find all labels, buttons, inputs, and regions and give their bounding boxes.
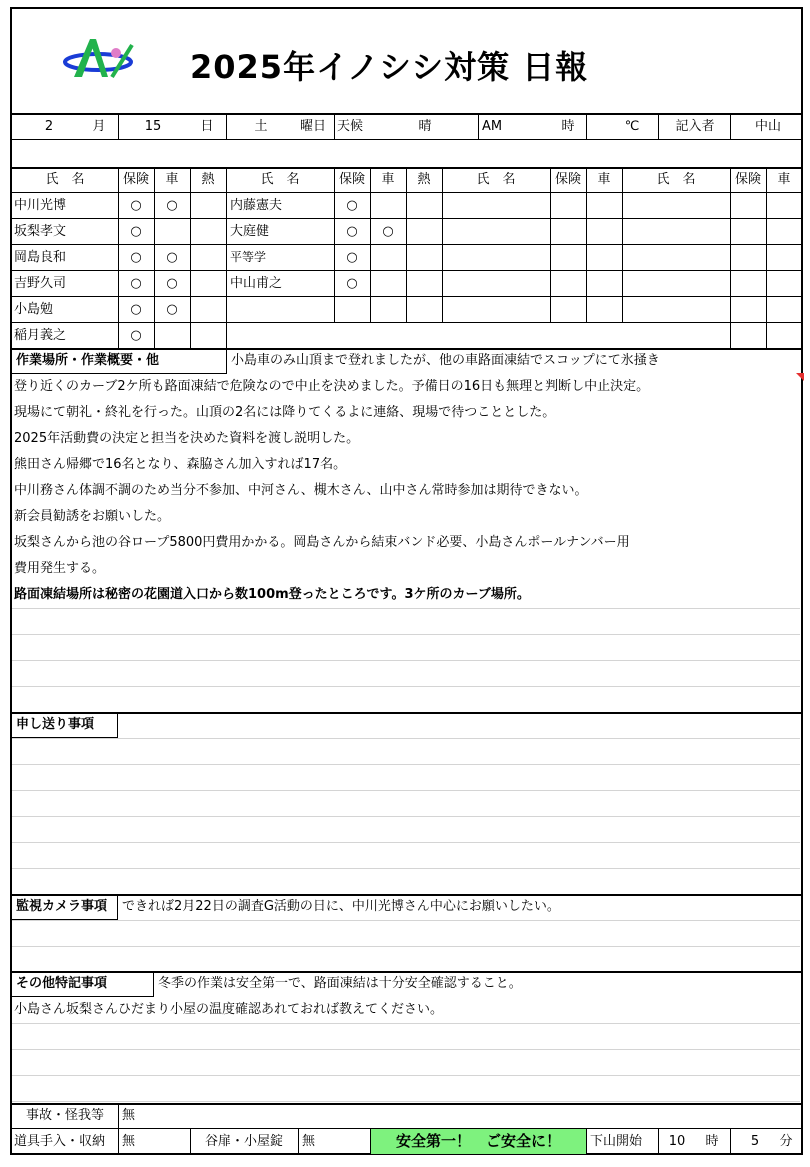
weekday-value: 土	[254, 119, 268, 134]
camera-label: 監視カメラ事項	[11, 895, 118, 920]
minute-unit: 分	[779, 1134, 793, 1149]
day-value: 15	[144, 119, 162, 134]
writer-value: 中山	[754, 119, 781, 134]
temp-unit: ℃	[624, 119, 640, 134]
other-label: その他特記事項	[11, 972, 154, 997]
header-car: 車	[165, 172, 179, 187]
member-insurance: ○	[130, 276, 142, 291]
accident-label: 事故・怪我等	[25, 1108, 104, 1123]
header-name: 氏 名	[656, 172, 696, 187]
rule	[478, 113, 479, 139]
header-insurance: 保険	[122, 172, 149, 187]
member-car: ○	[166, 302, 178, 317]
rule	[10, 712, 803, 714]
comment-marker-icon	[796, 373, 804, 381]
work-line: 登り近くのカーブ2ケ所も路面凍結で危険なので中止を決めました。予備日の16日も無理と判断し中止決定。	[14, 379, 650, 394]
day-unit: 日	[200, 119, 214, 134]
work-line: 2025年活動費の決定と担当を決めた資料を渡し説明した。	[14, 431, 360, 446]
weather-label: 天候	[337, 119, 364, 134]
work-first-line: 小島車のみ山頂まで登れましたが、他の車路面凍結でスコップにて氷掻き	[231, 353, 660, 368]
member-name: 大庭健	[230, 224, 270, 239]
member-name: 平等学	[230, 250, 267, 264]
work-bold-line: 路面凍結場所は秘密の花園道入口から数100m登ったところです。3ケ所のカーブ場所。	[14, 587, 530, 602]
member-car: ○	[166, 198, 178, 213]
report-title: 2025年イノシシ対策 日報	[190, 48, 589, 86]
accident-value: 無	[122, 1108, 136, 1123]
member-name: 内藤憲夫	[230, 198, 283, 213]
safety-banner: 安全第一！ ご安全に！	[371, 1129, 586, 1154]
rule	[658, 113, 659, 139]
writer-label: 記入者	[675, 119, 715, 134]
descent-hour: 10	[668, 1134, 686, 1149]
work-line: 費用発生する。	[14, 561, 106, 576]
member-insurance: ○	[346, 198, 358, 213]
member-name: 小島勉	[14, 302, 54, 317]
rule	[118, 113, 119, 139]
header-fever: 熱	[417, 172, 431, 187]
rule	[190, 167, 191, 348]
work-line: 熊田さん帰郷で16名となり、森脇さん加入すれば17名。	[14, 457, 347, 472]
tools-label: 道具手入・収納	[14, 1134, 106, 1149]
header-car: 車	[381, 172, 395, 187]
member-insurance: ○	[130, 198, 142, 213]
other-first-line: 冬季の作業は安全第一で、路面凍結は十分安全確認すること。	[158, 976, 522, 991]
rule	[766, 167, 767, 348]
member-name: 吉野久司	[14, 276, 67, 291]
handover-label: 申し送り事項	[11, 713, 118, 738]
member-insurance: ○	[130, 302, 142, 317]
work-line: 坂梨さんから池の谷ロープ5800円費用かかる。岡島さんから結束バンド必要、小島さんポールナンバー用	[14, 535, 630, 550]
rule	[730, 167, 731, 348]
member-car: ○	[382, 224, 394, 239]
member-insurance: ○	[130, 224, 142, 239]
rule	[730, 113, 731, 139]
work-line: 現場にて朝礼・終礼を行った。山頂の2名には降りてくるよに連絡、現場で待つこととした。	[14, 405, 556, 420]
hour-unit: 時	[561, 119, 575, 134]
header-name: 氏 名	[260, 172, 300, 187]
header-name: 氏 名	[476, 172, 516, 187]
header-insurance: 保険	[734, 172, 761, 187]
work-line: 新会員勧誘をお願いした。	[14, 509, 171, 524]
rule	[226, 113, 227, 139]
ampm-value: AM	[482, 119, 503, 134]
work-line: 中川務さん体調不調のため当分不参加、中河さん、槻木さん、山中さん常時参加は期待できない。	[14, 483, 588, 498]
header-insurance: 保険	[554, 172, 581, 187]
member-insurance: ○	[346, 224, 358, 239]
rule	[730, 1128, 731, 1154]
member-insurance: ○	[130, 328, 142, 343]
weekday-unit: 曜日	[300, 119, 327, 134]
rule	[226, 167, 227, 348]
rule	[586, 1128, 587, 1154]
rule	[10, 139, 803, 140]
member-insurance: ○	[346, 276, 358, 291]
member-name: 坂梨孝文	[14, 224, 67, 239]
month-value: 2	[44, 119, 54, 134]
header-car: 車	[777, 172, 791, 187]
camera-text: できれば2月22日の調査G活動の日に、中川光博さん中心にお願いしたい。	[122, 899, 560, 914]
gate-label: 谷扉・小屋錠	[204, 1134, 283, 1149]
weather-value: 晴	[418, 119, 432, 134]
tools-value: 無	[122, 1134, 136, 1149]
descent-minute: 5	[750, 1134, 760, 1149]
header-insurance: 保険	[338, 172, 365, 187]
rule	[658, 1128, 659, 1154]
member-name: 岡島良和	[14, 250, 67, 265]
descent-label: 下山開始	[590, 1134, 643, 1149]
rule	[118, 1103, 119, 1154]
work-section-label: 作業場所・作業概要・他	[11, 349, 227, 374]
header-fever: 熱	[201, 172, 215, 187]
gate-value: 無	[302, 1134, 316, 1149]
rule	[334, 113, 335, 139]
member-insurance: ○	[130, 250, 142, 265]
hour-unit: 時	[705, 1134, 719, 1149]
member-insurance: ○	[346, 250, 358, 265]
member-car: ○	[166, 250, 178, 265]
logo-icon	[60, 33, 140, 81]
month-unit: 月	[92, 119, 106, 134]
header-car: 車	[597, 172, 611, 187]
rule	[298, 1128, 299, 1154]
header-name: 氏 名	[45, 172, 85, 187]
member-name: 稲月義之	[14, 328, 67, 343]
member-name: 中川光博	[14, 198, 67, 213]
member-car: ○	[166, 276, 178, 291]
member-name: 中山甫之	[230, 276, 283, 291]
other-line: 小島さん坂梨さんひだまり小屋の温度確認あれておれば教えてください。	[14, 1002, 444, 1017]
rule	[586, 113, 587, 139]
